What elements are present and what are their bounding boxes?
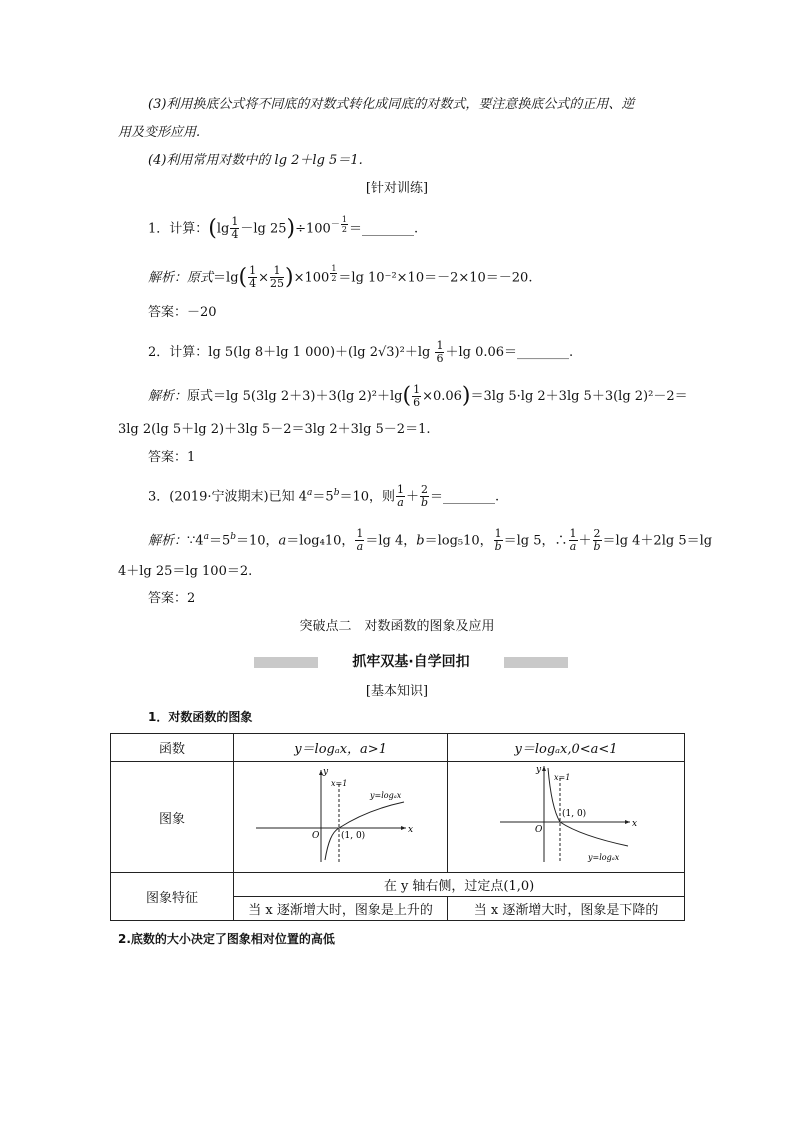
header-function: 函数 xyxy=(111,734,234,762)
item-2-heading: 2.底数的大小决定了图象相对位置的高低 xyxy=(118,932,335,946)
method-item-3-line1: (3)利用换底公式将不同底的对数式转化成同底的对数式，要注意换底公式的正用、逆 xyxy=(148,97,635,112)
question-1-blank: ＝________. xyxy=(348,221,419,237)
item-1-heading: 1．对数函数的图象 xyxy=(148,710,253,724)
solution-1: 解析：原式＝lg( $\frac{1}{4}$ × $\frac{1}{25}$ )×100 $^{\frac{1}{2}}$ ＝lg 10⁻²×10＝－2×10＝－20. xyxy=(148,264,533,291)
solution-2-part-b: ＝3lg 5·lg 2＋3lg 5＋3(lg 2)²－2＝ xyxy=(470,389,688,404)
x-axis-label: x xyxy=(407,825,413,835)
feature-increasing: 当 x 逐渐增大时，图象是上升的 xyxy=(234,897,448,921)
answer-2: 答案：1 xyxy=(148,450,196,465)
x-axis-label: x xyxy=(632,819,638,829)
solution-2-line2: 3lg 2(lg 5＋lg 2)＋3lg 5－2＝3lg 2＋3lg 5－2＝1. xyxy=(118,422,431,437)
solution-2-line1: 解析：原式＝lg 5(3lg 2＋3)＋3(lg 2)²＋lg( $\frac{1}{6}$ ×0.06)＝3lg 5·lg 2＋3lg 5＋3(lg 2)²－2＝ xyxy=(148,383,688,409)
point-label: (1, 0) xyxy=(562,809,587,819)
question-1: 1．计算：(lg $\frac{1}{4}$ －lg $25)\div 100^{- \frac{1}{2}}$ ＝________. xyxy=(148,215,419,242)
curve-label: y=logₐx xyxy=(588,853,620,862)
solution-label: 解析： xyxy=(148,270,188,286)
graph-decreasing-cell xyxy=(448,762,685,873)
header-a-greater-1: y＝logₐx，a>1 xyxy=(234,734,448,762)
practice-heading: [针对训练] xyxy=(365,181,429,196)
solution-1-tail: ＝lg 10⁻²×10＝－2×10＝－20. xyxy=(338,270,533,286)
method-item-3-line2: 用及变形应用. xyxy=(118,125,201,140)
graph-decreasing xyxy=(450,762,682,868)
section-title: 突破点二 对数函数的图象及应用 xyxy=(299,619,495,634)
question-3-blank: ＝________. xyxy=(430,489,500,505)
knowledge-heading: [基本知识] xyxy=(365,684,429,699)
question-2: 2．计算：lg 5(lg 8＋lg 1 000)＋(lg 2√3)²＋lg $\frac{1}{6}$ ＋lg 0.06＝________. xyxy=(148,339,574,365)
row-features-label: 图象特征 xyxy=(111,873,234,921)
question-2-blank: ＝________. xyxy=(504,345,574,360)
question-2-expr: lg 5(lg 8＋lg 1 000)＋(lg 2 xyxy=(208,345,378,360)
section-banner xyxy=(254,652,568,672)
answer-1: 答案：－20 xyxy=(148,305,217,320)
header-a-between-0-1: y＝logₐx,0<a<1 xyxy=(448,734,685,762)
common-feature: 在 y 轴右侧，过定点(1,0) xyxy=(234,873,685,897)
solution-3-line2: 4＋lg 25＝lg 100＝2. xyxy=(118,564,253,579)
banner-text: 抓牢双基·自学回扣 xyxy=(352,654,470,670)
question-1-label: 1．计算： xyxy=(148,221,209,237)
y-axis-label: y xyxy=(322,767,328,777)
method-item-4: (4)利用常用对数中的 lg 2＋lg 5＝1. xyxy=(148,153,363,168)
origin-label: O xyxy=(311,831,319,841)
graph-increasing xyxy=(236,762,446,868)
curve-label: y=logₐx xyxy=(369,791,401,800)
origin-label: O xyxy=(535,825,543,835)
x-equals-1-label: x=1 xyxy=(554,773,571,782)
solution-2-part-a: 原式＝lg 5(3lg 2＋3)＋3(lg 2)²＋lg xyxy=(187,389,403,404)
row-graph-label: 图象 xyxy=(111,762,234,873)
x-equals-1-label: x=1 xyxy=(330,779,347,788)
solution-label: 解析： xyxy=(148,533,188,549)
question-2-label: 2．计算： xyxy=(148,345,209,360)
question-3: 3．(2019·宁波期末)已知 $4^a=5^b=10$，则 $\frac{1}{a}$ ＋ $\frac{2}{b}$ ＝________. xyxy=(148,483,500,510)
solution-3-line1: 解析：$\because 4^a=5^b=10$，a＝log₄10， $\frac{1}{a}$ ＝lg 4，b＝log₅10， $\frac{1}{b}$ ＝lg 5，∴ $\frac{1}{a}$ ＋ $\frac{2}{b}$ ＝lg 4＋2lg 5＝lg xyxy=(148,527,713,554)
graph-increasing-cell xyxy=(234,762,448,873)
fraction: $\frac{1}{4}$ xyxy=(231,215,239,242)
log-function-table xyxy=(110,733,685,921)
solution-label: 解析： xyxy=(148,389,188,404)
feature-decreasing: 当 x 逐渐增大时，图象是下降的 xyxy=(448,897,685,921)
question-3-label: 3．(2019·宁波期末)已知 4 xyxy=(148,489,308,505)
point-label: (1, 0) xyxy=(340,831,365,841)
y-axis-label: y xyxy=(536,765,542,775)
answer-3: 答案：2 xyxy=(148,591,196,606)
